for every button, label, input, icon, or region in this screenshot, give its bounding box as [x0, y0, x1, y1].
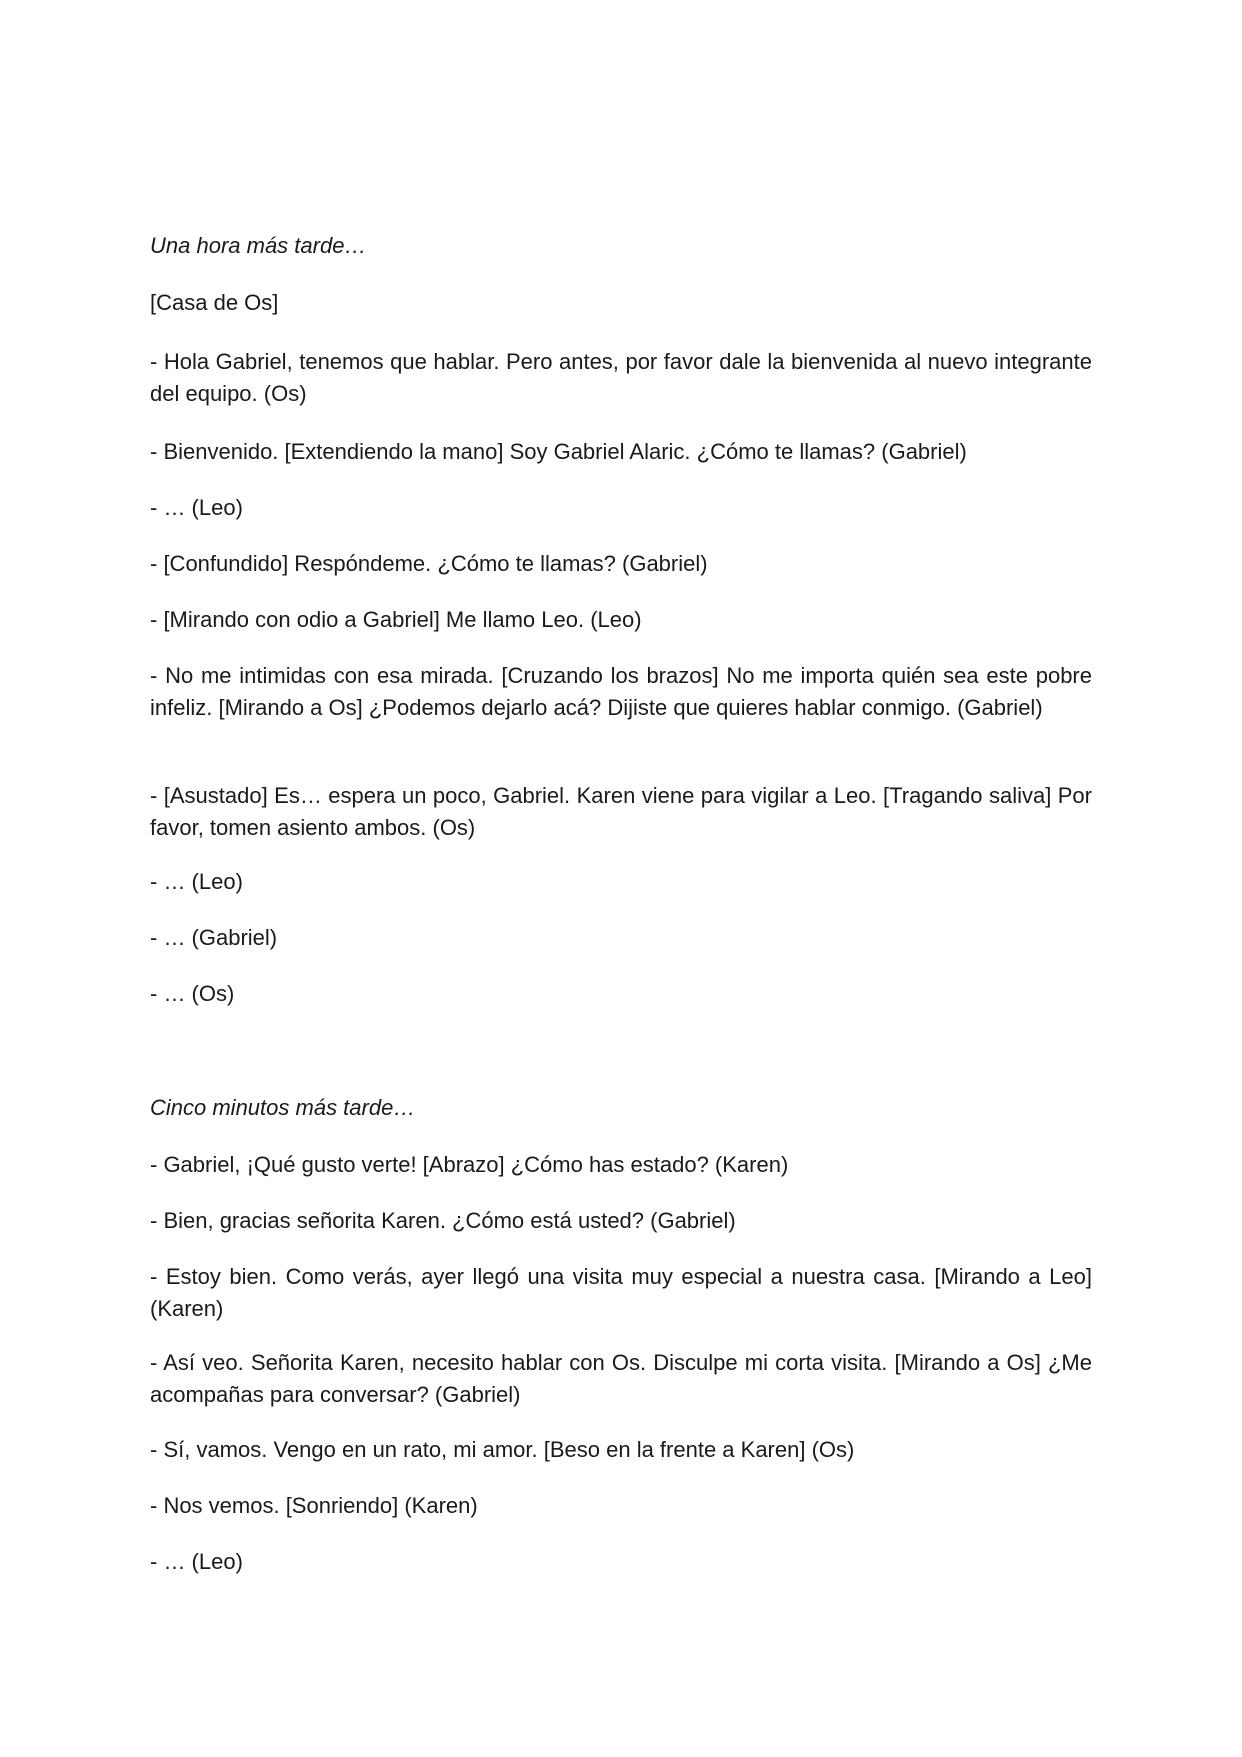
dialogue-line: - [Confundido] Respóndeme. ¿Cómo te llamas? (Gabriel)	[150, 551, 708, 576]
dialogue-line: - … (Gabriel)	[150, 925, 278, 950]
scene-heading: Una hora más tarde…	[150, 233, 367, 258]
dialogue-line: - Bienvenido. [Extendiendo la mano] Soy Gabriel Alaric. ¿Cómo te llamas? (Gabriel)	[150, 439, 967, 464]
dialogue-line: - Así veo. Señorita Karen, necesito hablar con Os. Disculpe mi corta visita. [Mirando a Os] ¿Me acompañas para conversar? (Gabriel)	[150, 1350, 1092, 1407]
dialogue-line: - Hola Gabriel, tenemos que hablar. Pero antes, por favor dale la bienvenida al nuevo integrante del equipo. (Os)	[150, 349, 1092, 406]
scene-heading: Cinco minutos más tarde…	[150, 1095, 416, 1120]
dialogue-line: - [Mirando con odio a Gabriel] Me llamo Leo. (Leo)	[150, 607, 642, 632]
dialogue-line: - … (Leo)	[150, 495, 243, 520]
dialogue-line: - Gabriel, ¡Qué gusto verte! [Abrazo] ¿Cómo has estado? (Karen)	[150, 1152, 789, 1177]
dialogue-line: - Estoy bien. Como verás, ayer llegó una visita muy especial a nuestra casa. [Mirando a Leo] (Karen)	[150, 1264, 1092, 1321]
dialogue-line: - Sí, vamos. Vengo en un rato, mi amor. [Beso en la frente a Karen] (Os)	[150, 1437, 855, 1462]
dialogue-line: - … (Os)	[150, 981, 235, 1006]
dialogue-line: - … (Leo)	[150, 869, 243, 894]
dialogue-line: - … (Leo)	[150, 1549, 243, 1574]
dialogue-line: - Nos vemos. [Sonriendo] (Karen)	[150, 1493, 478, 1518]
dialogue-line: - [Asustado] Es… espera un poco, Gabriel. Karen viene para vigilar a Leo. [Tragando saliva] Por favor, tomen asiento ambos. (Os)	[150, 783, 1092, 840]
dialogue-line: - No me intimidas con esa mirada. [Cruzando los brazos] No me importa quién sea este pobre infeliz. [Mirando a Os] ¿Podemos dejarlo acá? Dijiste que quieres hablar conmigo. (Gabriel)	[150, 663, 1092, 720]
location-label: [Casa de Os]	[150, 290, 279, 315]
dialogue-line: - Bien, gracias señorita Karen. ¿Cómo está usted? (Gabriel)	[150, 1208, 736, 1233]
